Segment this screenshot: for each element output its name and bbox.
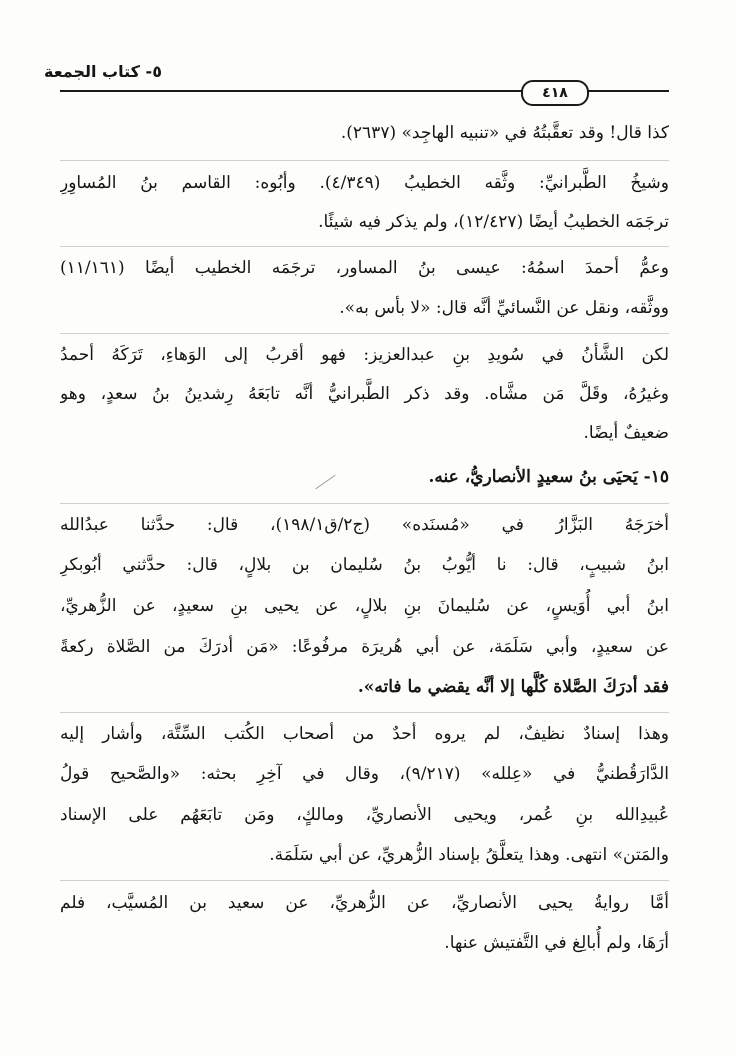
hadith-text-line: فقد أدرَكَ الصَّلاة كُلَّها إلا أنَّه يقضي ما فاته». bbox=[357, 677, 669, 697]
page-number-badge: ٤١٨ bbox=[521, 80, 589, 106]
text-line: ابنُ أبي أُوَيسٍ، عن سُليمانَ بنِ بلالٍ، عن يحيى بنِ سعيدٍ، عن الزُّهريِّ، bbox=[60, 596, 669, 616]
paragraph-divider bbox=[60, 712, 669, 713]
text-line: وهذا إسنادٌ نظيفٌ، لم يروه أحدٌ من أصحاب الكُتب السِّتَّة، وأشار إليه bbox=[60, 724, 669, 744]
text-line: عُبيدِالله بنِ عُمر، ويحيى الأنصاريِّ، ومالكٍ، ومَن تابَعَهُم على الإسناد bbox=[60, 805, 669, 825]
paragraph-divider bbox=[60, 160, 669, 161]
paragraph-divider bbox=[60, 880, 669, 881]
text-line: ترجَمَه الخطيبُ أيضًا (١٢/٤٢٧)، ولم يذكر فيه شيئًا. bbox=[318, 212, 669, 232]
entry-heading: ١٥- يَحيَى بنُ سعيدٍ الأنصاريُّ، عنه. bbox=[428, 467, 669, 487]
text-line: الدَّارَقُطنيُّ في «عِلله» (٩/٢١٧)، وقال في آخِرِ بحثه: «والصَّحيح قولُ bbox=[60, 764, 669, 784]
chapter-title: ٥- كتاب الجمعة bbox=[44, 62, 162, 81]
text-line: أمَّا روايةُ يحيى الأنصاريِّ، عن الزُّهريِّ، عن سعيد بن المُسيَّب، فلم bbox=[60, 893, 669, 913]
text-line: والمَتن» انتهى. وهذا يتعلَّقُ بإسناد الزُّهريِّ، عن أبي سَلَمَة. bbox=[269, 845, 669, 865]
text-line: ضعيفٌ أيضًا. bbox=[583, 423, 669, 443]
text-line: ابنُ شبيبٍ، قال: نا أيُّوبُ بنُ سُليمان بن بلالٍ، قال: حدَّثني أبُوبكرِ bbox=[60, 555, 669, 575]
text-line: لكن الشَّأنُ في سُويدِ بنِ عبدالعزيز: فهو أقربُ إلى الوَهاءِ، تَرَكَهُ أحمدُ bbox=[60, 345, 669, 365]
text-line: أخرَجَهُ البَزَّارُ في «مُسنَده» (ج٢/ق١٩٨/١)، قال: حدَّثنا عبدُالله bbox=[60, 515, 669, 535]
text-line: أرَهَا، ولم أُبالِغ في التَّفتيش عنها. bbox=[444, 933, 669, 953]
text-line: عن سعيدٍ، وأبي سَلَمَة، عن أبي هُريرَة مرفُوعًا: «مَن أدرَكَ من الصَّلاة ركعةً bbox=[60, 637, 669, 657]
text-line: وعمُّ أحمدَ اسمُهُ: عيسى بنُ المساور، ترجَمَه الخطيب أيضًا (١١/١٦١) bbox=[60, 258, 669, 278]
paragraph-divider bbox=[60, 333, 669, 334]
text-line: ووثَّقه، ونقل عن النَّسائيِّ أنَّه قال: «لا بأس به». bbox=[339, 298, 669, 318]
text-line: كذا قال! وقد تعقَّبتُهُ في «تنبيه الهاجِد» (٢٦٣٧). bbox=[340, 123, 669, 143]
paragraph-divider bbox=[60, 246, 669, 247]
text-line: وشيخُ الطَّبرانيِّ: وثَّقه الخطيبُ (٤/٣٤٩). وأبُوه: القاسم بنُ المُساوِرِ bbox=[60, 173, 669, 193]
paragraph-divider bbox=[60, 503, 669, 504]
text-line: وغيرُهُ، وقَلَّ مَن مشَّاه. وقد ذكر الطَّبرانيُّ أنَّه تابَعَهُ رِشدينُ بنُ سعدٍ، وهو bbox=[60, 384, 669, 404]
